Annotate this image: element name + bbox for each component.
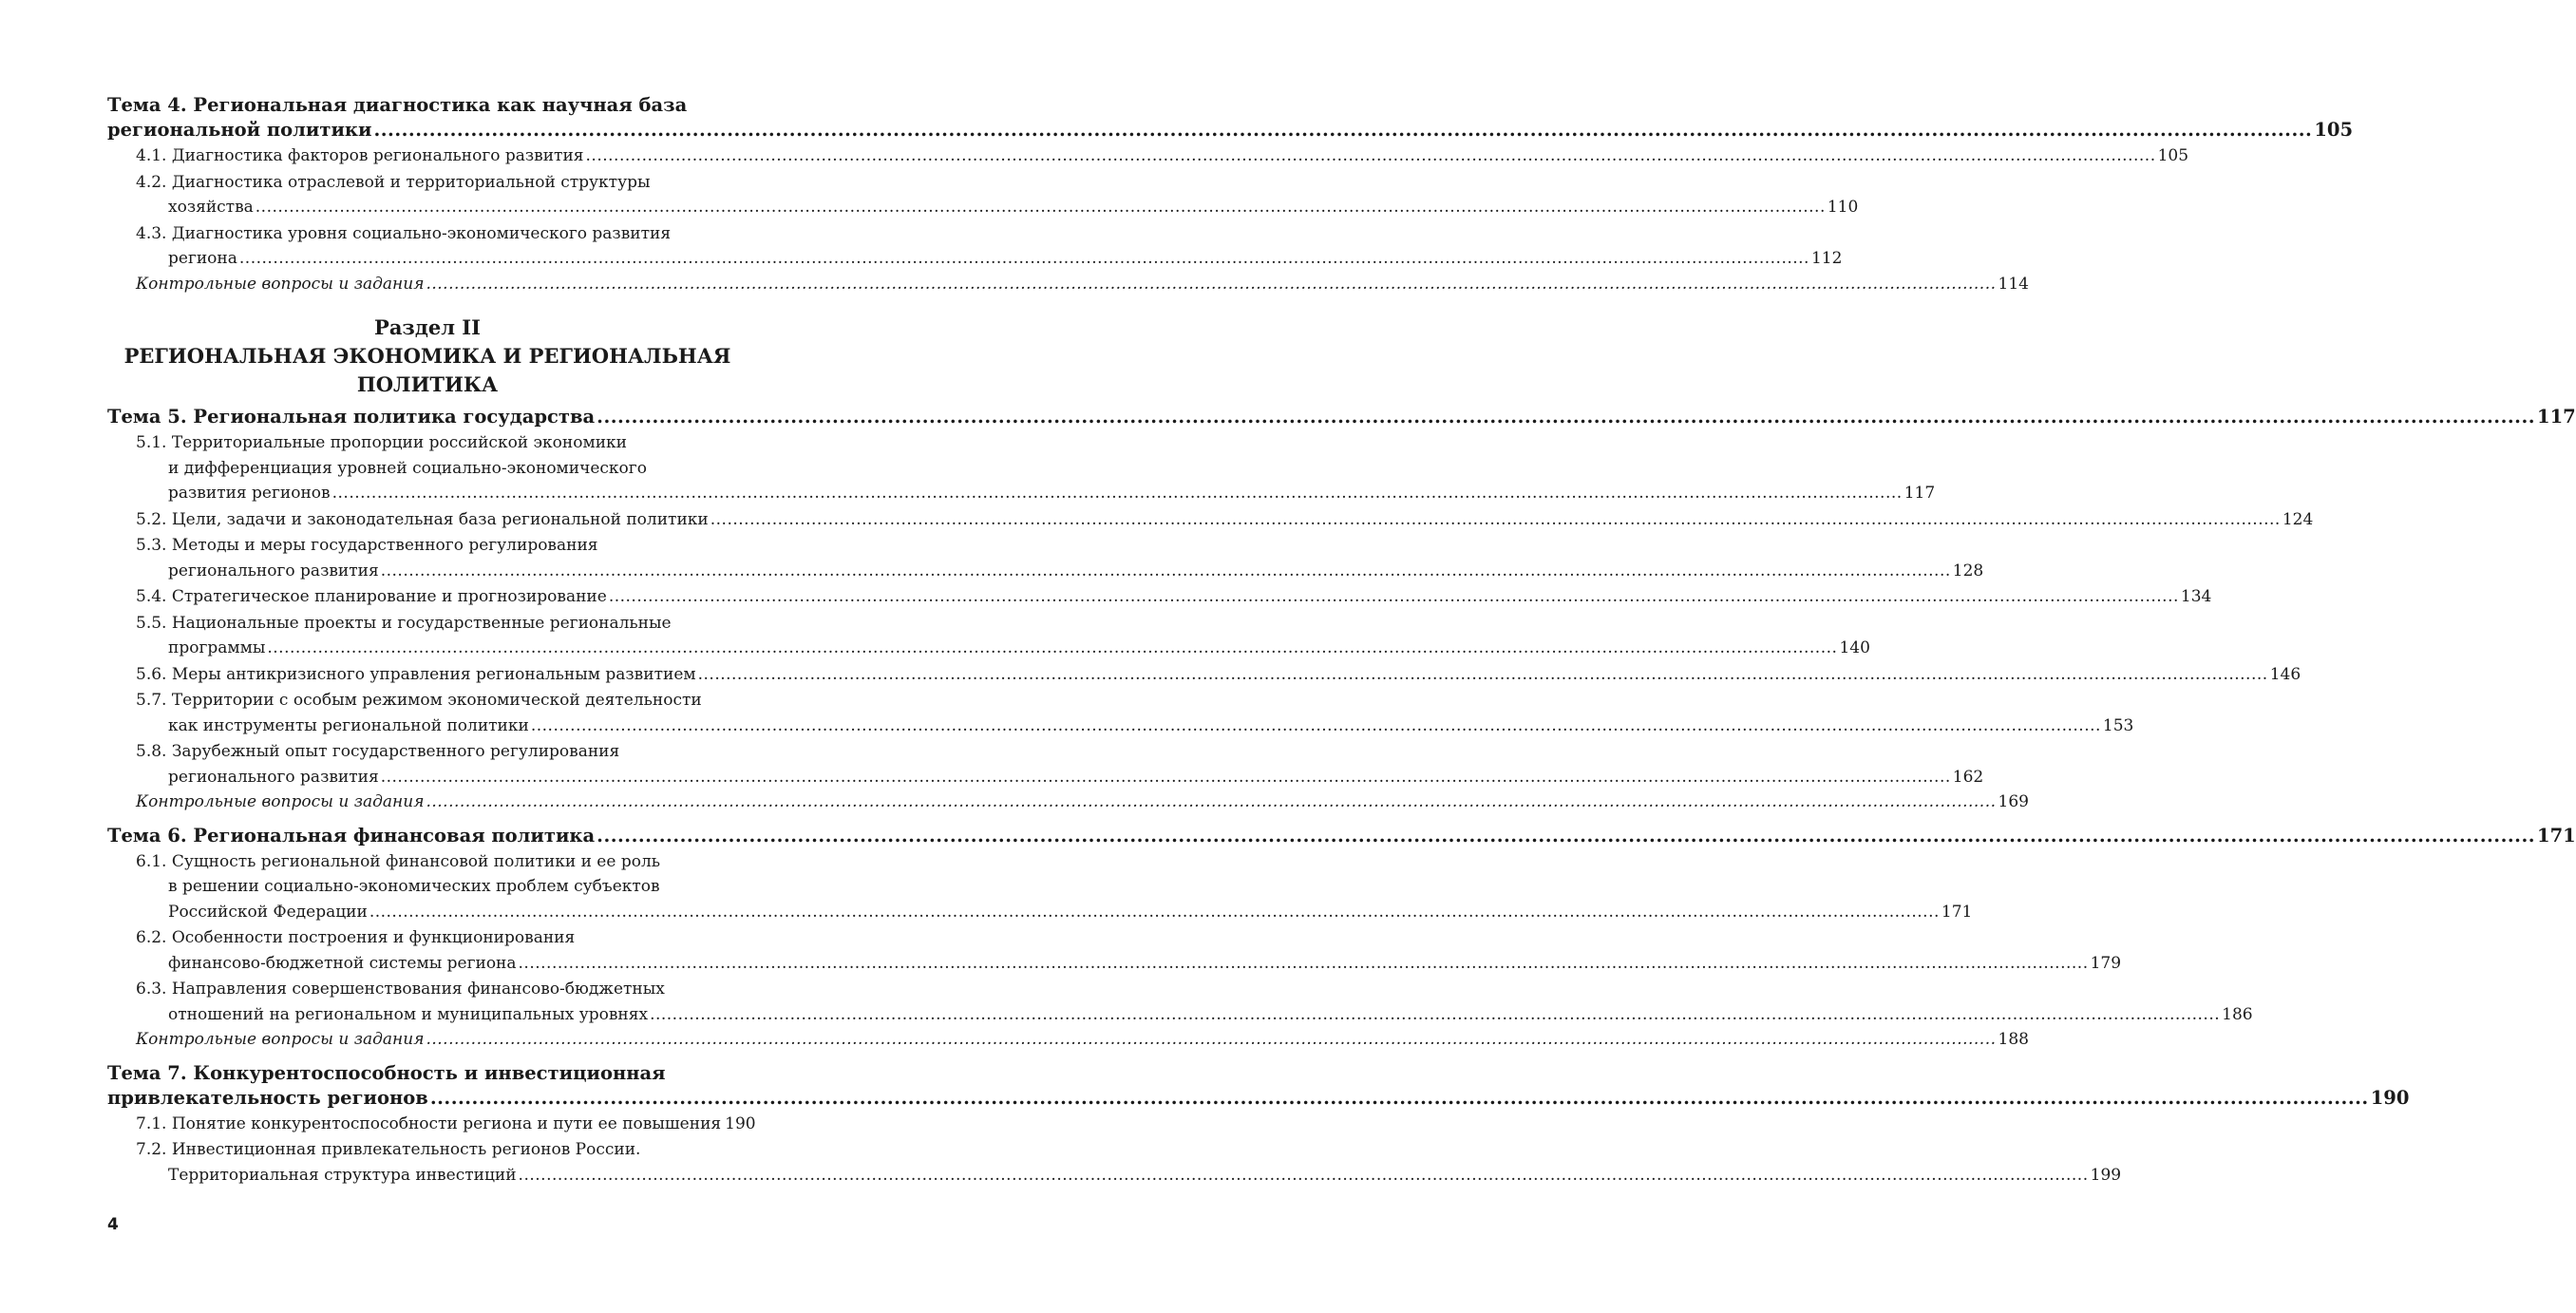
page-ref: 199 (2090, 1165, 2122, 1185)
toc-entry-5-6: 5.6. Меры антикризисного управления региональным развитием ..... 146 (107, 662, 748, 688)
page-ref: 140 (1839, 638, 1870, 657)
page-ref: 188 (1998, 1030, 2029, 1049)
toc-control-questions-4: Контрольные вопросы и задания ..... 114 (107, 272, 748, 297)
section-heading (107, 314, 748, 399)
page-ref: 186 (2222, 1004, 2253, 1024)
section-name: ПОЛИТИКА (356, 372, 499, 396)
page-ref: 110 (1827, 198, 1859, 217)
page-number: 4 (107, 1215, 119, 1234)
page-ref: 171 (1941, 902, 1973, 922)
toc-entry-5-2: 5.2. Цели, задачи и законодательная база региональной политики ..... 124 (107, 507, 748, 533)
toc-topic-4 (107, 93, 2354, 143)
toc-entry-5-8: 5.8. Зарубежный опыт государственного регулирования регионального развития ..... 162 (107, 739, 748, 790)
topic-title-line: Тема 4. Региональная диагностика как научная база (107, 94, 688, 116)
toc-entry-5-4: 5.4. Стратегическое планирование и прогнозирование ..... 134 (107, 584, 748, 610)
toc-topic-6: Тема 6. Региональная финансовая политика ..... 171 (107, 824, 748, 848)
toc-entry-5-1: 5.1. Территориальные пропорции российской экономики и дифференциация уровней социально-экономического развития регионов ..... 117 (107, 430, 748, 506)
page-ref: 117 (1904, 484, 1936, 503)
toc-entry-6-1: 6.1. Сущность региональной финансовой политики и ее роль в решении социально-экономических проблем субъектов Российской Федерации ..... 171 (107, 849, 748, 925)
toc-topic-7: Тема 7. Конкурентоспособность и инвестиционная привлекательность регионов ..... 190 (107, 1061, 748, 1111)
toc-control-questions-6: Контрольные вопросы и задания ..... 188 (107, 1027, 748, 1053)
toc-entry-6-3: 6.3. Направления совершенствования финансово-бюджетных отношений на региональном и муниципальных уровнях ..... 186 (107, 977, 748, 1027)
section-number: Раздел II (374, 315, 481, 339)
toc-entry-4-1: 4.1. Диагностика факторов регионального развития ..... 105 (107, 143, 748, 169)
page-ref: 105 (2314, 119, 2354, 141)
page-ref: 117 (2537, 406, 2576, 428)
toc-control-questions-5: Контрольные вопросы и задания ..... 169 (107, 790, 748, 815)
page-ref: 105 (2157, 146, 2189, 165)
page-ref: 190 (725, 1113, 756, 1133)
page-ref: 112 (1810, 249, 1843, 268)
page-ref: 169 (1998, 792, 2029, 811)
toc-entry-4-3: 4.3. Диагностика уровня социально-экономического развития региона ..... 112 (107, 221, 748, 272)
page-ref: 128 (1952, 561, 1984, 580)
section-name: РЕГИОНАЛЬНАЯ ЭКОНОМИКА И РЕГИОНАЛЬНАЯ (123, 344, 731, 368)
page-ref: 162 (1952, 767, 1984, 787)
page-ref: 134 (2180, 587, 2212, 606)
toc-entry-5-5: 5.5. Национальные проекты и государственные региональные программы ..... 140 (107, 611, 748, 661)
toc-entry-4-2: 4.2. Диагностика отраслевой и территориальной структуры хозяйства ..... 110 (107, 170, 748, 220)
page-ref: 114 (1998, 274, 2029, 294)
toc-entry-7-2: 7.2. Инвестиционная привлекательность регионов России. Территориальная структура инвестиций ..... 199 (107, 1137, 748, 1188)
page-ref: 179 (2090, 953, 2122, 973)
toc-entry-5-3: 5.3. Методы и меры государственного регулирования регионального развития ..... 128 (107, 533, 748, 583)
toc-entry-6-2: 6.2. Особенности построения и функционирования финансово-бюджетной системы региона ..... 179 (107, 925, 748, 976)
toc-entry-5-7: 5.7. Территории с особым режимом экономической деятельности как инструменты региональной политики ..... 153 (107, 688, 748, 738)
page-ref: 190 (2370, 1086, 2410, 1109)
page-ref: 124 (2282, 509, 2314, 529)
page-ref: 153 (2102, 715, 2134, 735)
page-ref: 171 (2537, 824, 2576, 847)
table-of-contents (107, 93, 2576, 1188)
toc-topic-5: Тема 5. Региональная политика государства ..... 117 (107, 405, 748, 429)
topic-title-line: региональной политики ..... 105 (107, 118, 748, 143)
toc-entry-7-1: 7.1. Понятие конкурентоспособности региона и пути ее повышения 190 (107, 1112, 748, 1137)
page-ref: 146 (2269, 664, 2301, 684)
